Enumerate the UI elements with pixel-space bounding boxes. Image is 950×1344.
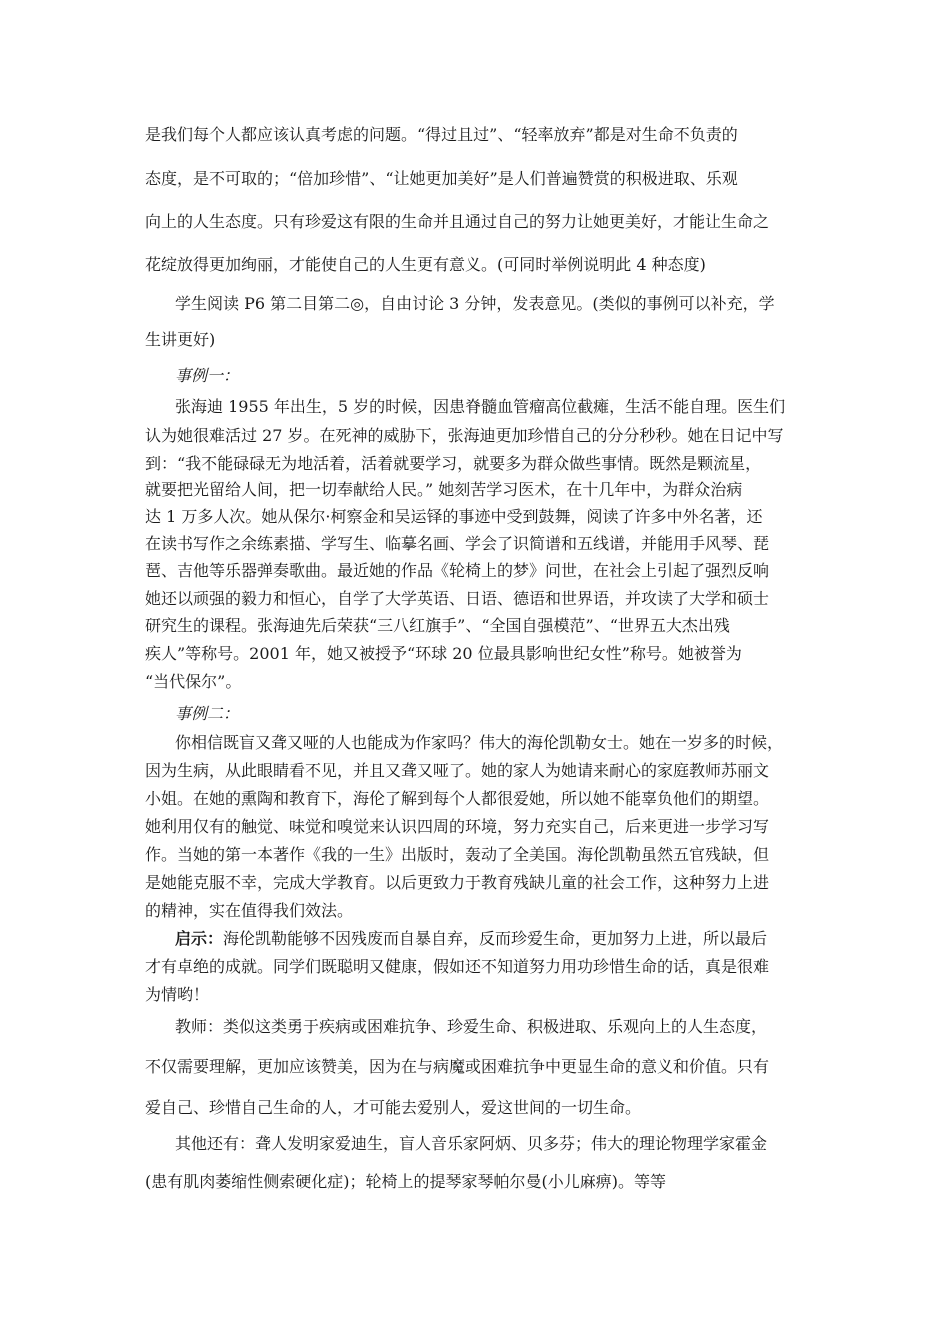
example1-line: “当代保尔”。 — [145, 672, 242, 691]
enlightenment-line: 为情哟！ — [145, 985, 210, 1004]
example1-line: 达 1 万多人次。她从保尔·柯察金和吴运铎的事迹中受到鼓舞，阅读了许多中外名著，还 — [145, 507, 763, 526]
example2-line: 的精神，实在值得我们效法。 — [145, 901, 354, 920]
intro-line: 是我们每个人都应该认真考虑的问题。“得过且过”、“轻率放弃”都是对生命不负责的 — [145, 125, 738, 144]
example1-label: 事例一： — [175, 366, 240, 385]
intro-line: 花绽放得更加绚丽，才能使自己的人生更有意义。(可同时举例说明此 4 种态度) — [145, 255, 706, 274]
example2-label: 事例二： — [175, 704, 240, 723]
teacher-line: 爱自己、珍惜自己生命的人，才可能去爱别人，爱这世间的一切生命。 — [145, 1098, 642, 1117]
teacher-line: 不仅需要理解，更加应该赞美，因为在与病魔或困难抗争中更显生命的意义和价值。只有 — [145, 1057, 770, 1076]
intro-line: 态度，是不可取的；“倍加珍惜”、“让她更加美好”是人们普遍赞赏的积极进取、乐观 — [145, 169, 738, 188]
enlightenment-line: 才有卓绝的成就。同学们既聪明又健康，假如还不知道努力用功珍惜生命的话，真是很难 — [145, 957, 770, 976]
reading-line: 生讲更好) — [145, 330, 216, 349]
example1-line: 认为她很难活过 27 岁。在死神的威胁下，张海迪更加珍惜自己的分分秒秒。她在日记中写 — [145, 426, 784, 445]
example1-line: 在读书写作之余练素描、学写生、临摹名画、学会了识简谱和五线谱，并能用手风琴、琵 — [145, 534, 770, 553]
example2-line: 她利用仅有的触觉、味觉和嗅觉来认识四周的环境，努力充实自己，后来更进一步学习写 — [145, 817, 770, 836]
example1-line: 就要把光留给人间，把一切奉献给人民。” 她刻苦学习医术，在十几年中，为群众治病 — [145, 480, 743, 499]
example1-line: 琶、吉他等乐器弹奏歌曲。最近她的作品《轮椅上的梦》问世，在社会上引起了强烈反响 — [145, 561, 770, 580]
example1-line: 研究生的课程。张海迪先后荣获“三八红旗手”、“全国自强模范”、“世界五大杰出残 — [145, 616, 730, 635]
example2-line: 是她能克服不幸，完成大学教育。以后更致力于教育残缺儿童的社会工作，这种努力上进 — [145, 873, 770, 892]
example1-line: 张海迪 1955 年出生，5 岁的时候，因患脊髓血管瘤高位截瘫，生活不能自理。医生们 — [175, 397, 786, 416]
example2-line: 小姐。在她的熏陶和教育下，海伦了解到每个人都很爱她，所以她不能辜负他们的期望。 — [145, 789, 770, 808]
intro-line: 向上的人生态度。只有珍爱这有限的生命并且通过自己的努力让她更美好，才能让生命之 — [145, 212, 770, 231]
reading-line: 学生阅读 P6 第二目第二◎，自由讨论 3 分钟，发表意见。(类似的事例可以补充，学 — [175, 294, 775, 313]
example2-line: 因为生病，从此眼睛看不见，并且又聋又哑了。她的家人为她请来耐心的家庭教师苏丽文 — [145, 761, 770, 780]
example1-line: 到：“我不能碌碌无为地活着，活着就要学习，就要多为群众做些事情。既然是颗流星， — [145, 454, 762, 473]
enlightenment-line — [175, 929, 855, 949]
others-line: (患有肌肉萎缩性侧索硬化症)；轮椅上的提琴家琴帕尔曼(小儿麻痹)。等等 — [145, 1172, 666, 1191]
example1-line: 疾人”等称号。2001 年，她又被授予“环球 20 位最具影响世纪女性”称号。她被誉为 — [145, 644, 742, 663]
others-line: 其他还有：聋人发明家爱迪生，盲人音乐家阿炳、贝多芬；伟大的理论物理学家霍金 — [175, 1134, 768, 1153]
teacher-line: 教师：类似这类勇于疾病或困难抗争、珍爱生命、积极进取、乐观向上的人生态度， — [175, 1017, 768, 1036]
example2-line: 你相信既盲又聋又哑的人也能成为作家吗？伟大的海伦凯勒女士。她在一岁多的时候， — [175, 733, 784, 752]
enlightenment-text: 海伦凯勒能够不因残废而自暴自弃，反而珍爱生命，更加努力上进，所以最后 — [223, 929, 768, 948]
enlightenment-label: 启示： — [175, 929, 224, 948]
example1-line: 她还以顽强的毅力和恒心，自学了大学英语、日语、德语和世界语，并攻读了大学和硕士 — [145, 589, 770, 608]
example2-line: 作。当她的第一本著作《我的一生》出版时，轰动了全美国。海伦凯勒虽然五官残缺，但 — [145, 845, 770, 864]
